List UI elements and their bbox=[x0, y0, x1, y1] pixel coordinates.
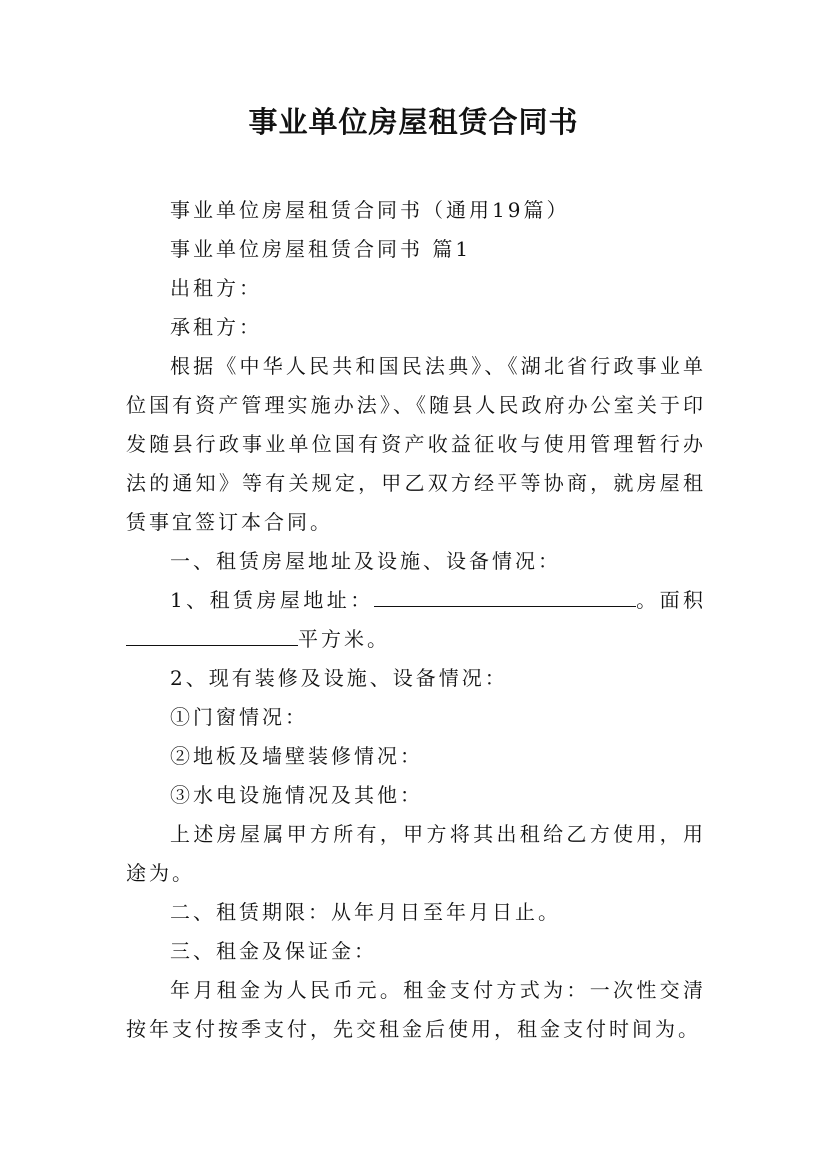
paragraph: 2、现有装修及设施、设备情况： bbox=[170, 666, 508, 690]
paragraph: 事业单位房屋租赁合同书 篇1 bbox=[170, 237, 472, 261]
paragraph: 三、租金及保证金： bbox=[170, 939, 377, 963]
paragraph: 出租方： bbox=[170, 276, 262, 300]
paragraph: 年月租金为人民币元。租金支付方式为：一次性交清按年支付按季支付，先交租金后使用，租金支付时间为。 bbox=[126, 978, 706, 1041]
area-unit: 平方米。 bbox=[298, 627, 390, 651]
paragraph: 一、租赁房屋地址及设施、设备情况： bbox=[170, 549, 561, 573]
document-title: 事业单位房屋租赁合同书 bbox=[248, 105, 579, 139]
paragraph: ②地板及墙壁装修情况： bbox=[170, 744, 423, 768]
paragraph: 上述房屋属甲方所有，甲方将其出租给乙方使用，用途为。 bbox=[126, 822, 706, 885]
paragraph: 根据《中华人民共和国民法典》、《湖北省行政事业单位国有资产管理实施办法》、《随县人民政府办公室关于印发随县行政事业单位国有资产收益征收与使用管理暂行办法的通知》等有关规定，甲乙双方经平等协商，就房屋租赁事宜签订本合同。 bbox=[126, 354, 706, 534]
address-prefix: 1、租赁房屋地址： bbox=[170, 588, 374, 612]
address-blank bbox=[374, 582, 636, 607]
paragraph: 二、租赁期限：从年月日至年月日止。 bbox=[170, 900, 561, 924]
paragraph: 事业单位房屋租赁合同书（通用19篇） bbox=[170, 198, 570, 222]
address-paragraph bbox=[126, 581, 706, 659]
paragraph: ①门窗情况： bbox=[170, 705, 308, 729]
area-label: 。面积 bbox=[635, 588, 707, 612]
area-blank bbox=[126, 621, 298, 646]
document-body bbox=[126, 191, 706, 1049]
paragraph: ③水电设施情况及其他： bbox=[170, 783, 423, 807]
paragraph: 承租方： bbox=[170, 315, 262, 339]
